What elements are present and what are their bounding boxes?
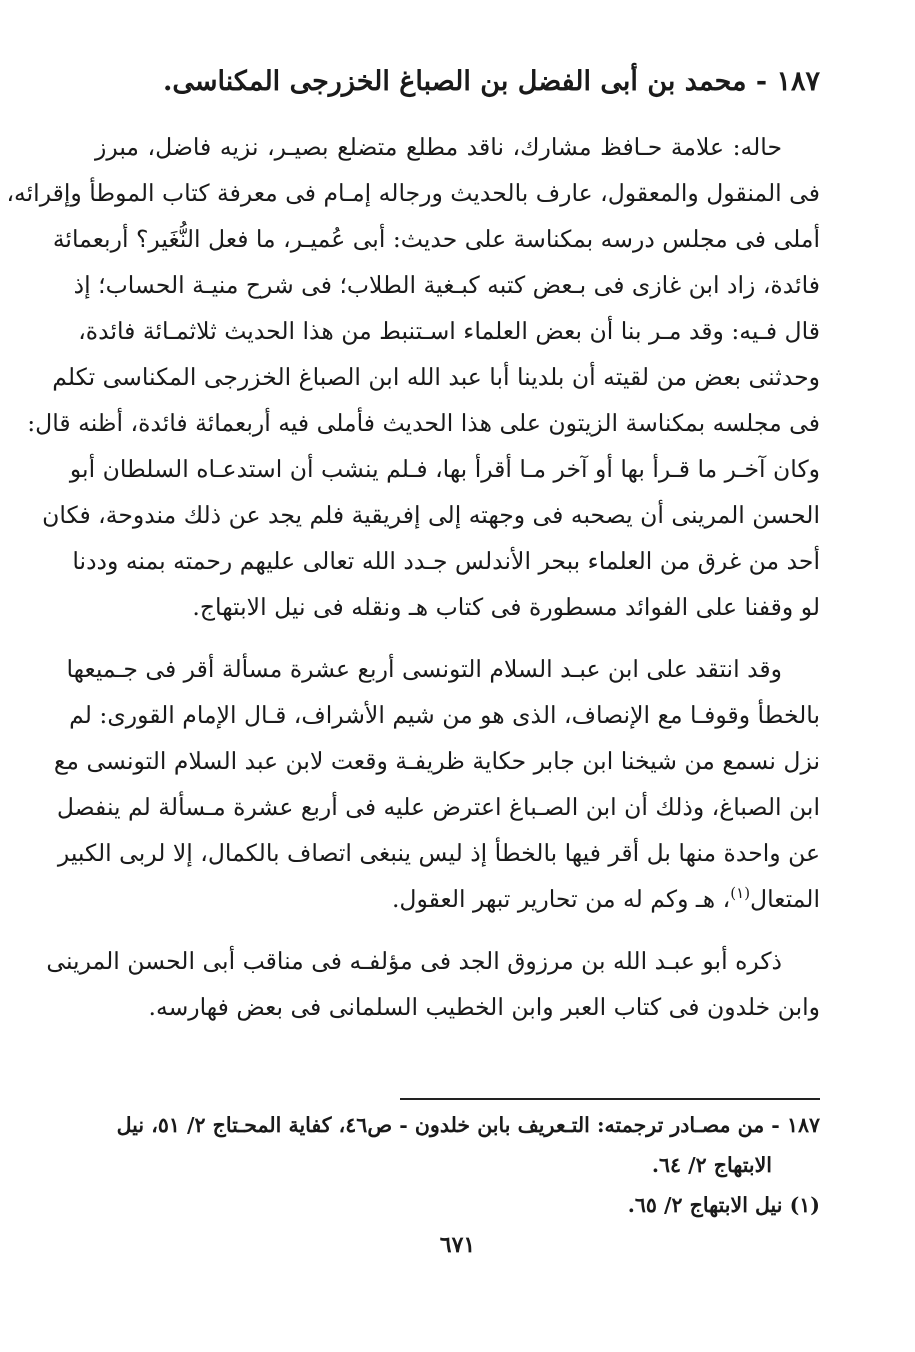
footnote-divider	[400, 1098, 820, 1100]
text-line: نزل نسمع من شيخنا ابن جابر حكاية ظريفـة وقعت لابن عبد السلام التونسى مع	[53, 747, 820, 775]
footnotes	[95, 1105, 820, 1225]
text-line: فائدة، زاد ابن غازى فى بـعض كتبه كبـغية الطلاب؛ فى شرح منيـة الحساب؛ إذ	[73, 271, 820, 299]
text-line: لو وقفنا على الفوائد مسطورة فى كتاب هـ ونقله فى نيل الابتهاج.	[192, 593, 820, 621]
paragraph-2	[53, 646, 820, 922]
paragraph-3	[46, 938, 820, 1030]
text-line: فى مجلسه بمكناسة الزيتون على هذا الحديث فأملى فيه أربعمائة فائدة، أظنه قال:	[27, 409, 820, 437]
text-line: حاله: علامة حـافظ مشارك، ناقد مطلع متضلع بصيـر، نزيه فاضل، مبرز	[95, 133, 782, 161]
text-line: أملى فى مجلس درسه بمكناسة على حديث: أبى عُميـر، ما فعل النُّغَير؟ أربعمائة	[52, 225, 820, 253]
footnote-sources: ١٨٧ - من مصـادر ترجمته: التـعريف بابن خلدون - ص٤٦، كفاية المحـتاج ٢/ ٥١، نيل	[116, 1113, 820, 1137]
text-line: وحدثنى بعض من لقيته أن بلدينا أبا عبد الله ابن الصباغ الخزرجى المكناسى تكلم	[52, 363, 820, 391]
text-line: أحد من غرق من العلماء ببحر الأندلس جـدد الله تعالى عليهم رحمته بمنه وددنا	[72, 547, 820, 575]
text-line: فى المنقول والمعقول، عارف بالحديث ورجاله إمـام فى معرفة كتاب الموطأ وإقرائه،	[6, 179, 820, 207]
footnote-reference[interactable]: (١)	[730, 884, 751, 903]
text-line: بالخطأ وقوفـا مع الإنصاف، الذى هو من شيم الأشراف، قـال الإمام القورى: لم	[69, 701, 820, 729]
text-line: قال فـيه: وقد مـر بنا أن بعض العلماء اسـتنبط من هذا الحديث ثلاثمـائة فائدة،	[78, 317, 820, 345]
page-number: ٦٧١	[439, 1232, 476, 1258]
text-line: ابن الصباغ، وذلك أن ابن الصـباغ اعترض عليه فى أربع عشرة مـسألة لم ينفصل	[56, 793, 820, 821]
entry-heading: ١٨٧ - محمد بن أبى الفضل بن الصباغ الخزرجى المكناسى.	[163, 66, 820, 97]
footnote-1: (١) نيل الابتهاج ٢/ ٦٥.	[627, 1193, 820, 1217]
text-line: وقد انتقد على ابن عبـد السلام التونسى أربع عشرة مسألة أقر فى جـميعها	[66, 655, 782, 683]
body-text	[6, 124, 820, 1046]
text-line: ذكره أبو عبـد الله بن مرزوق الجد فى مؤلفـه فى مناقب أبى الحسن المرينى	[46, 947, 782, 975]
text-line	[95, 876, 820, 922]
text-fragment: المتعال	[750, 885, 820, 913]
text-fragment: ، هـ وكم له من تحارير تبهر العقول.	[391, 885, 731, 913]
text-line: وابن خلدون فى كتاب العبر وابن الخطيب السلمانى فى بعض فهارسه.	[148, 993, 820, 1021]
text-line: وكان آخـر ما قـرأ بها أو آخر مـا أقرأ بها، فـلم ينشب أن استدعـاه السلطان أبو	[69, 455, 820, 483]
footnote-sources-continued: الابتهاج ٢/ ٦٤.	[651, 1153, 772, 1177]
text-line: عن واحدة منها بل أقر فيها بالخطأ إذ ليس ينبغى اتصاف بالكمال، إلا لربى الكبير	[57, 839, 820, 867]
paragraph-1	[6, 124, 820, 630]
text-line: الحسن المرينى أن يصحبه فى وجهته إلى إفريقية فلم يجد عن ذلك مندوحة، فكان	[42, 501, 820, 529]
